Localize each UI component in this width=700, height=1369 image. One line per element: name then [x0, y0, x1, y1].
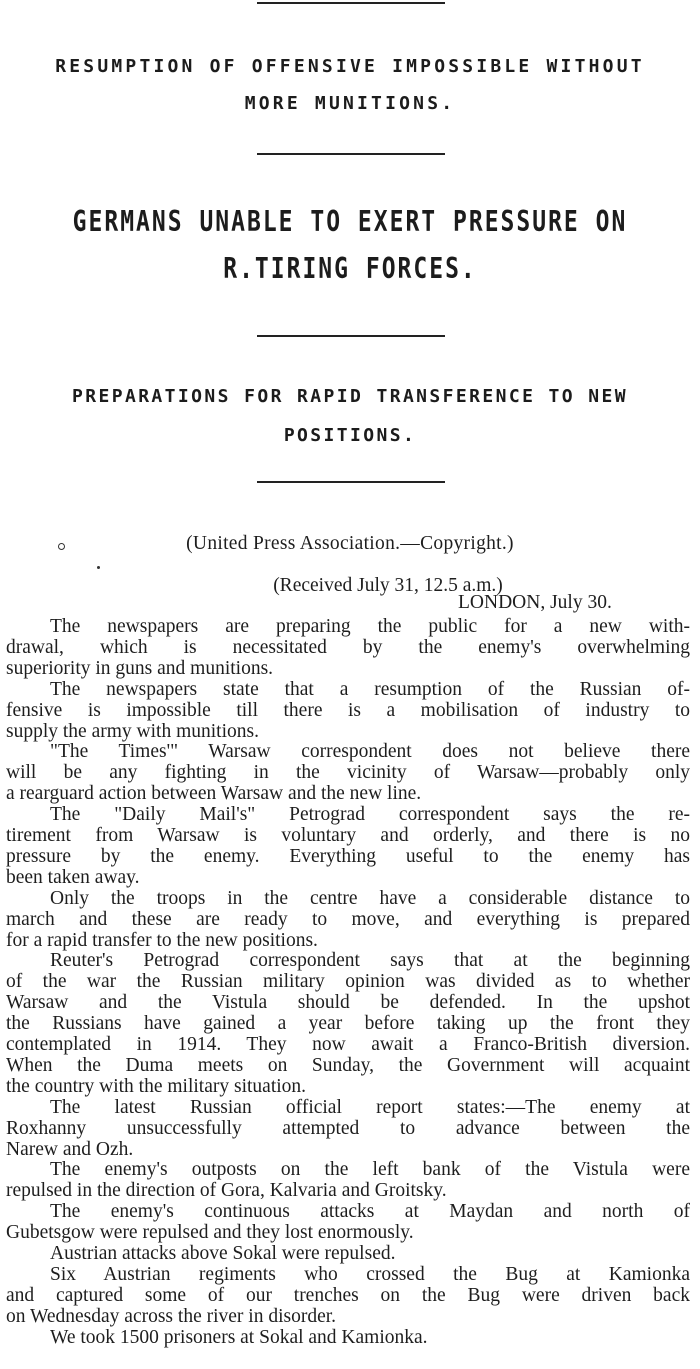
body-line: Only the troops in the centre have a considerable distance to: [50, 887, 690, 909]
body-line: repulsed in the direction of Gora, Kalvaria and Groitsky.: [6, 1180, 447, 1202]
body-line: Narew and Ozh.: [6, 1138, 134, 1160]
print-speck: [97, 566, 100, 569]
body-line: The newspapers are preparing the public for a new with-: [50, 616, 690, 637]
body-line: When the Duma meets on Sunday, the Government will acquaint: [6, 1054, 690, 1076]
body-line: Gubetsgow were repulsed and they lost enormously.: [6, 1222, 414, 1244]
body-line: contemplated in 1914. They now await a Franco-British diversion.: [6, 1034, 690, 1055]
body-line: The latest Russian official report states:—The enemy at: [50, 1096, 690, 1118]
body-line: Roxhanny unsuccessfully attempted to advance between the: [6, 1117, 690, 1139]
body-line: a rearguard action between Warsaw and the new line.: [6, 783, 422, 805]
body-line: Six Austrian regiments who crossed the Bug at Kamionka: [50, 1263, 690, 1285]
body-line: for a rapid transfer to the new positions.: [6, 929, 318, 951]
headline-1-line-1: RESUMPTION OF OFFENSIVE IMPOSSIBLE WITHOUT: [55, 56, 645, 77]
body-line: The newspapers state that a resumption of the Russian of-: [50, 678, 690, 700]
divider-rule-1: [257, 153, 445, 155]
body-line: superiority in guns and munitions.: [6, 657, 274, 679]
body-line: "The Times'" Warsaw correspondent does not believe there: [50, 741, 690, 763]
headline-2-line-2: R.TIRING FORCES.: [223, 253, 477, 286]
body-line: Austrian attacks above Sokal were repulsed.: [50, 1243, 396, 1264]
body-line: drawal, which is necessitated by the enemy's overwhelming: [6, 636, 690, 658]
body-line: tirement from Warsaw is voluntary and orderly, and there is no: [6, 825, 690, 846]
received-note: (Received July 31, 12.5 a.m.): [273, 575, 503, 596]
body-line: The "Daily Mail's" Petrograd correspondent says the re-: [50, 804, 690, 826]
body-line: been taken away.: [6, 866, 140, 888]
body-line: the Russians have gained a year before taking up the front they: [6, 1013, 690, 1035]
headline-1-line-2: MORE MUNITIONS.: [244, 93, 456, 114]
headline-2-line-1: GERMANS UNABLE TO EXERT PRESSURE ON: [72, 206, 628, 239]
top-rule: [257, 2, 445, 4]
divider-rule-3: [257, 481, 445, 483]
body-line: The enemy's continuous attacks at Maydan and north of: [50, 1201, 690, 1223]
body-line: Reuter's Petrograd correspondent says that at the beginning: [50, 950, 690, 972]
dateline: LONDON, July 30.: [458, 592, 612, 613]
body-line: march and these are ready to move, and everything is prepared: [6, 908, 690, 930]
body-line: of the war the Russian military opinion was divided as to whether: [6, 971, 690, 993]
body-line: fensive is impossible till there is a mobilisation of industry to: [6, 699, 690, 721]
body-line: Warsaw and the Vistula should be defended. In the upshot: [6, 992, 690, 1014]
headline-3-line-1: PREPARATIONS FOR RAPID TRANSFERENCE TO NEW: [72, 386, 628, 407]
headline-3-line-2: POSITIONS.: [283, 425, 417, 446]
body-line: will be any fighting in the vicinity of Warsaw—probably only: [6, 762, 690, 784]
body-line: on Wednesday across the river in disorder.: [6, 1305, 337, 1327]
divider-rule-2: [257, 335, 445, 337]
body-line: and captured some of our trenches on the Bug were driven back: [6, 1284, 690, 1306]
body-line: the country with the military situation.: [6, 1075, 307, 1097]
body-line: The enemy's outposts on the left bank of the Vistula were: [50, 1159, 690, 1181]
body-line: supply the army with munitions.: [6, 720, 259, 742]
body-line: pressure by the enemy. Everything useful to the enemy has: [6, 845, 690, 867]
body-line: We took 1500 prisoners at Sokal and Kamionka.: [50, 1326, 428, 1348]
wire-credit: (United Press Association.—Copyright.): [186, 533, 514, 554]
